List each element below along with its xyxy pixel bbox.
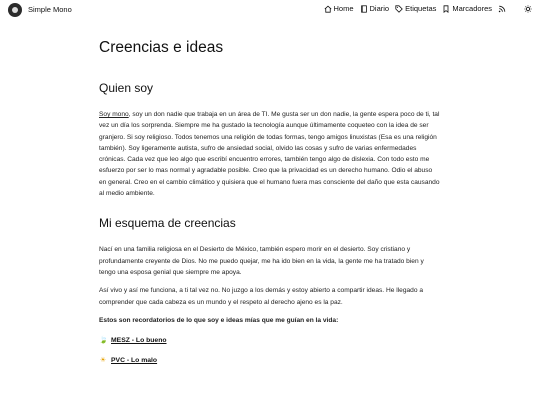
theme-toggle[interactable] (524, 5, 532, 13)
nav-home[interactable] (324, 4, 354, 13)
intro-text: , soy un don nadie que trabaja en un área de TI. Me gusta ser un don nadie, la gente espera poco de ti, tal vez un día los sorprenda. Siempre me ha gustado la tecnología aunque últimamente coqueteo con la idea de ser granjero. Si soy religioso. Todos tenemos una religión de todas formas, tengo amigos linuxistas (Esa es una religión también). Soy ligeramente autista, sufro de ansiedad social, olvido las cosas y sufro de varias enfermedades crónicas. Cada vez que leo algo que escribí encuentro errores, también tengo algo de dislexia. Con todo esto me esfuerzo por ser lo mas normal y agradable posible. Creo que la privacidad es un derecho humano. Odio el abuso en general. Creo en el cambio climático y quisiera que el humano fuera mas consciente del daño que esta causando al medio ambiente. (99, 111, 440, 198)
section-heading-quien-soy: Quien soy (99, 81, 154, 95)
nav-diario[interactable] (360, 4, 390, 13)
pvc-link[interactable]: PVC - Lo malo (111, 356, 158, 364)
tag-icon (395, 5, 403, 13)
nav-home-label: Home (333, 4, 354, 13)
nav-diario-label: Diario (369, 4, 390, 13)
top-bar (0, 0, 540, 22)
sun-emoji-icon: ☀ (99, 357, 107, 365)
main-nav (324, 4, 533, 13)
rss-icon (498, 5, 506, 13)
intro-paragraph (99, 109, 441, 199)
nav-rss[interactable] (498, 5, 506, 13)
home-icon (324, 5, 332, 13)
list-item-mesz (99, 336, 441, 344)
section-heading-esquema: Mi esquema de creencias (99, 216, 236, 231)
nav-etiquetas-label: Etiquetas (405, 4, 437, 13)
list-item-pvc (99, 356, 441, 364)
mesz-link[interactable]: MESZ - Lo bueno (111, 336, 167, 344)
paragraph-familia: Nací en una familia religiosa en el Desierto de México, también espero morir en el desierto. Soy cristiano y profundamente creyente de Dios. No me puedo quejar, me ha ido bien en la vida, la gente me ha tratado bien y tengo una esposa genial que siempre me apoya. (99, 246, 424, 276)
sun-icon (524, 5, 532, 13)
nav-marcadores-label: Marcadores (452, 4, 492, 13)
nav-etiquetas[interactable] (395, 4, 436, 13)
nav-marcadores[interactable] (442, 4, 492, 13)
soy-mono-link[interactable]: Soy mono (99, 111, 129, 118)
bookmark-icon (442, 5, 450, 13)
book-icon (360, 5, 368, 13)
site-logo[interactable] (8, 3, 22, 17)
recordatorios-text: Estos son recordatorios de lo que soy e ideas mías que me guían en la vida: (99, 316, 339, 324)
page-title: Creencias e ideas (99, 39, 224, 56)
paragraph-asi-vivo: Así vivo y así me funciona, a ti tal vez no. No juzgo a los demás y estoy abierto a compartir ideas. He llegado a comprender que cada cabeza es un mundo y el respeto al derecho ajeno es la paz. (99, 287, 423, 306)
site-title[interactable]: Simple Mono (28, 5, 72, 14)
leaf-icon: 🍃 (99, 337, 108, 345)
main-content (99, 38, 441, 364)
